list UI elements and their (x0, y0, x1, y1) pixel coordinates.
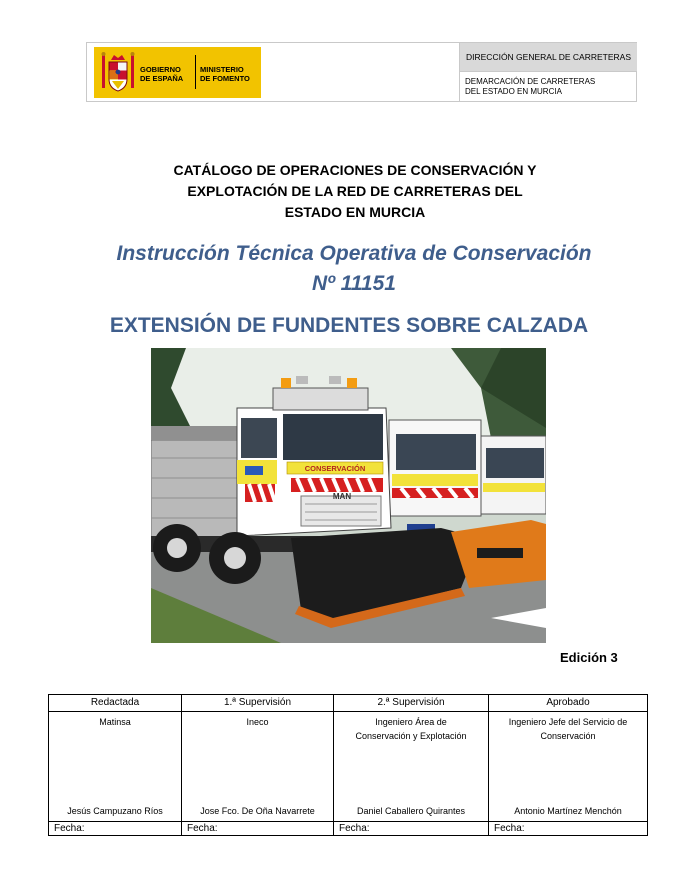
directorate-name: DIRECCIÓN GENERAL DE CARRETERAS (460, 43, 637, 72)
approval-column-second-supervision (334, 695, 489, 835)
column-organization: Ingeniero Jefe del Servicio de Conservación (508, 717, 628, 741)
date-field: Fecha: (49, 821, 181, 836)
header-directorate (459, 43, 637, 101)
page-header (86, 42, 637, 102)
signatory-name: Jose Fco. De Oña Navarrete (200, 806, 315, 816)
signatory-name: Daniel Caballero Quirantes (356, 806, 466, 816)
column-header: 2.ª Supervisión (334, 695, 488, 712)
demarcation-name: DEMARCACIÓN DE CARRETERAS DEL ESTADO EN MURCIA (465, 77, 596, 96)
date-field: Fecha: (182, 821, 333, 836)
approval-column-aprobado (489, 695, 647, 835)
signatory-name: Jesús Campuzano Ríos (67, 806, 163, 816)
approval-column-redactada (49, 695, 182, 835)
snowplow-trucks-photo (151, 348, 546, 643)
ministry-logo (94, 47, 261, 98)
instruction-title: Instrucción Técnica Operativa de Conservación Nº 11151 (116, 242, 592, 295)
logo-ministerio-text: MINISTERIO DE FOMENTO (200, 65, 250, 83)
logo-gobierno-text: GOBIERNO DE ESPAÑA (140, 65, 184, 83)
approval-table (48, 694, 648, 836)
column-header: 1.ª Supervisión (182, 695, 333, 712)
edition-label: Edición 3 (560, 650, 618, 665)
column-header: Aprobado (489, 695, 647, 712)
coat-of-arms-icon (100, 51, 136, 94)
column-organization: Ingeniero Área de Conservación y Explotación (355, 717, 467, 741)
document-subject: EXTENSIÓN DE FUNDENTES SOBRE CALZADA (109, 314, 589, 337)
column-organization: Ineco (246, 717, 269, 727)
truck-man-badge: MAN (332, 492, 352, 501)
signatory-name: Antonio Martínez Menchón (514, 806, 622, 816)
date-field: Fecha: (489, 821, 647, 836)
catalog-title: CATÁLOGO DE OPERACIONES DE CONSERVACIÓN Y EXPLOTACIÓN DE LA RED DE CARRETERAS DEL ESTADO EN MURCIA (173, 162, 537, 220)
approval-column-first-supervision (182, 695, 334, 835)
date-field: Fecha: (334, 821, 488, 836)
column-organization: Matinsa (99, 717, 131, 727)
logo-divider (195, 55, 196, 89)
column-header: Redactada (49, 695, 181, 712)
truck-conservacion-label: CONSERVACIÓN (304, 464, 366, 473)
